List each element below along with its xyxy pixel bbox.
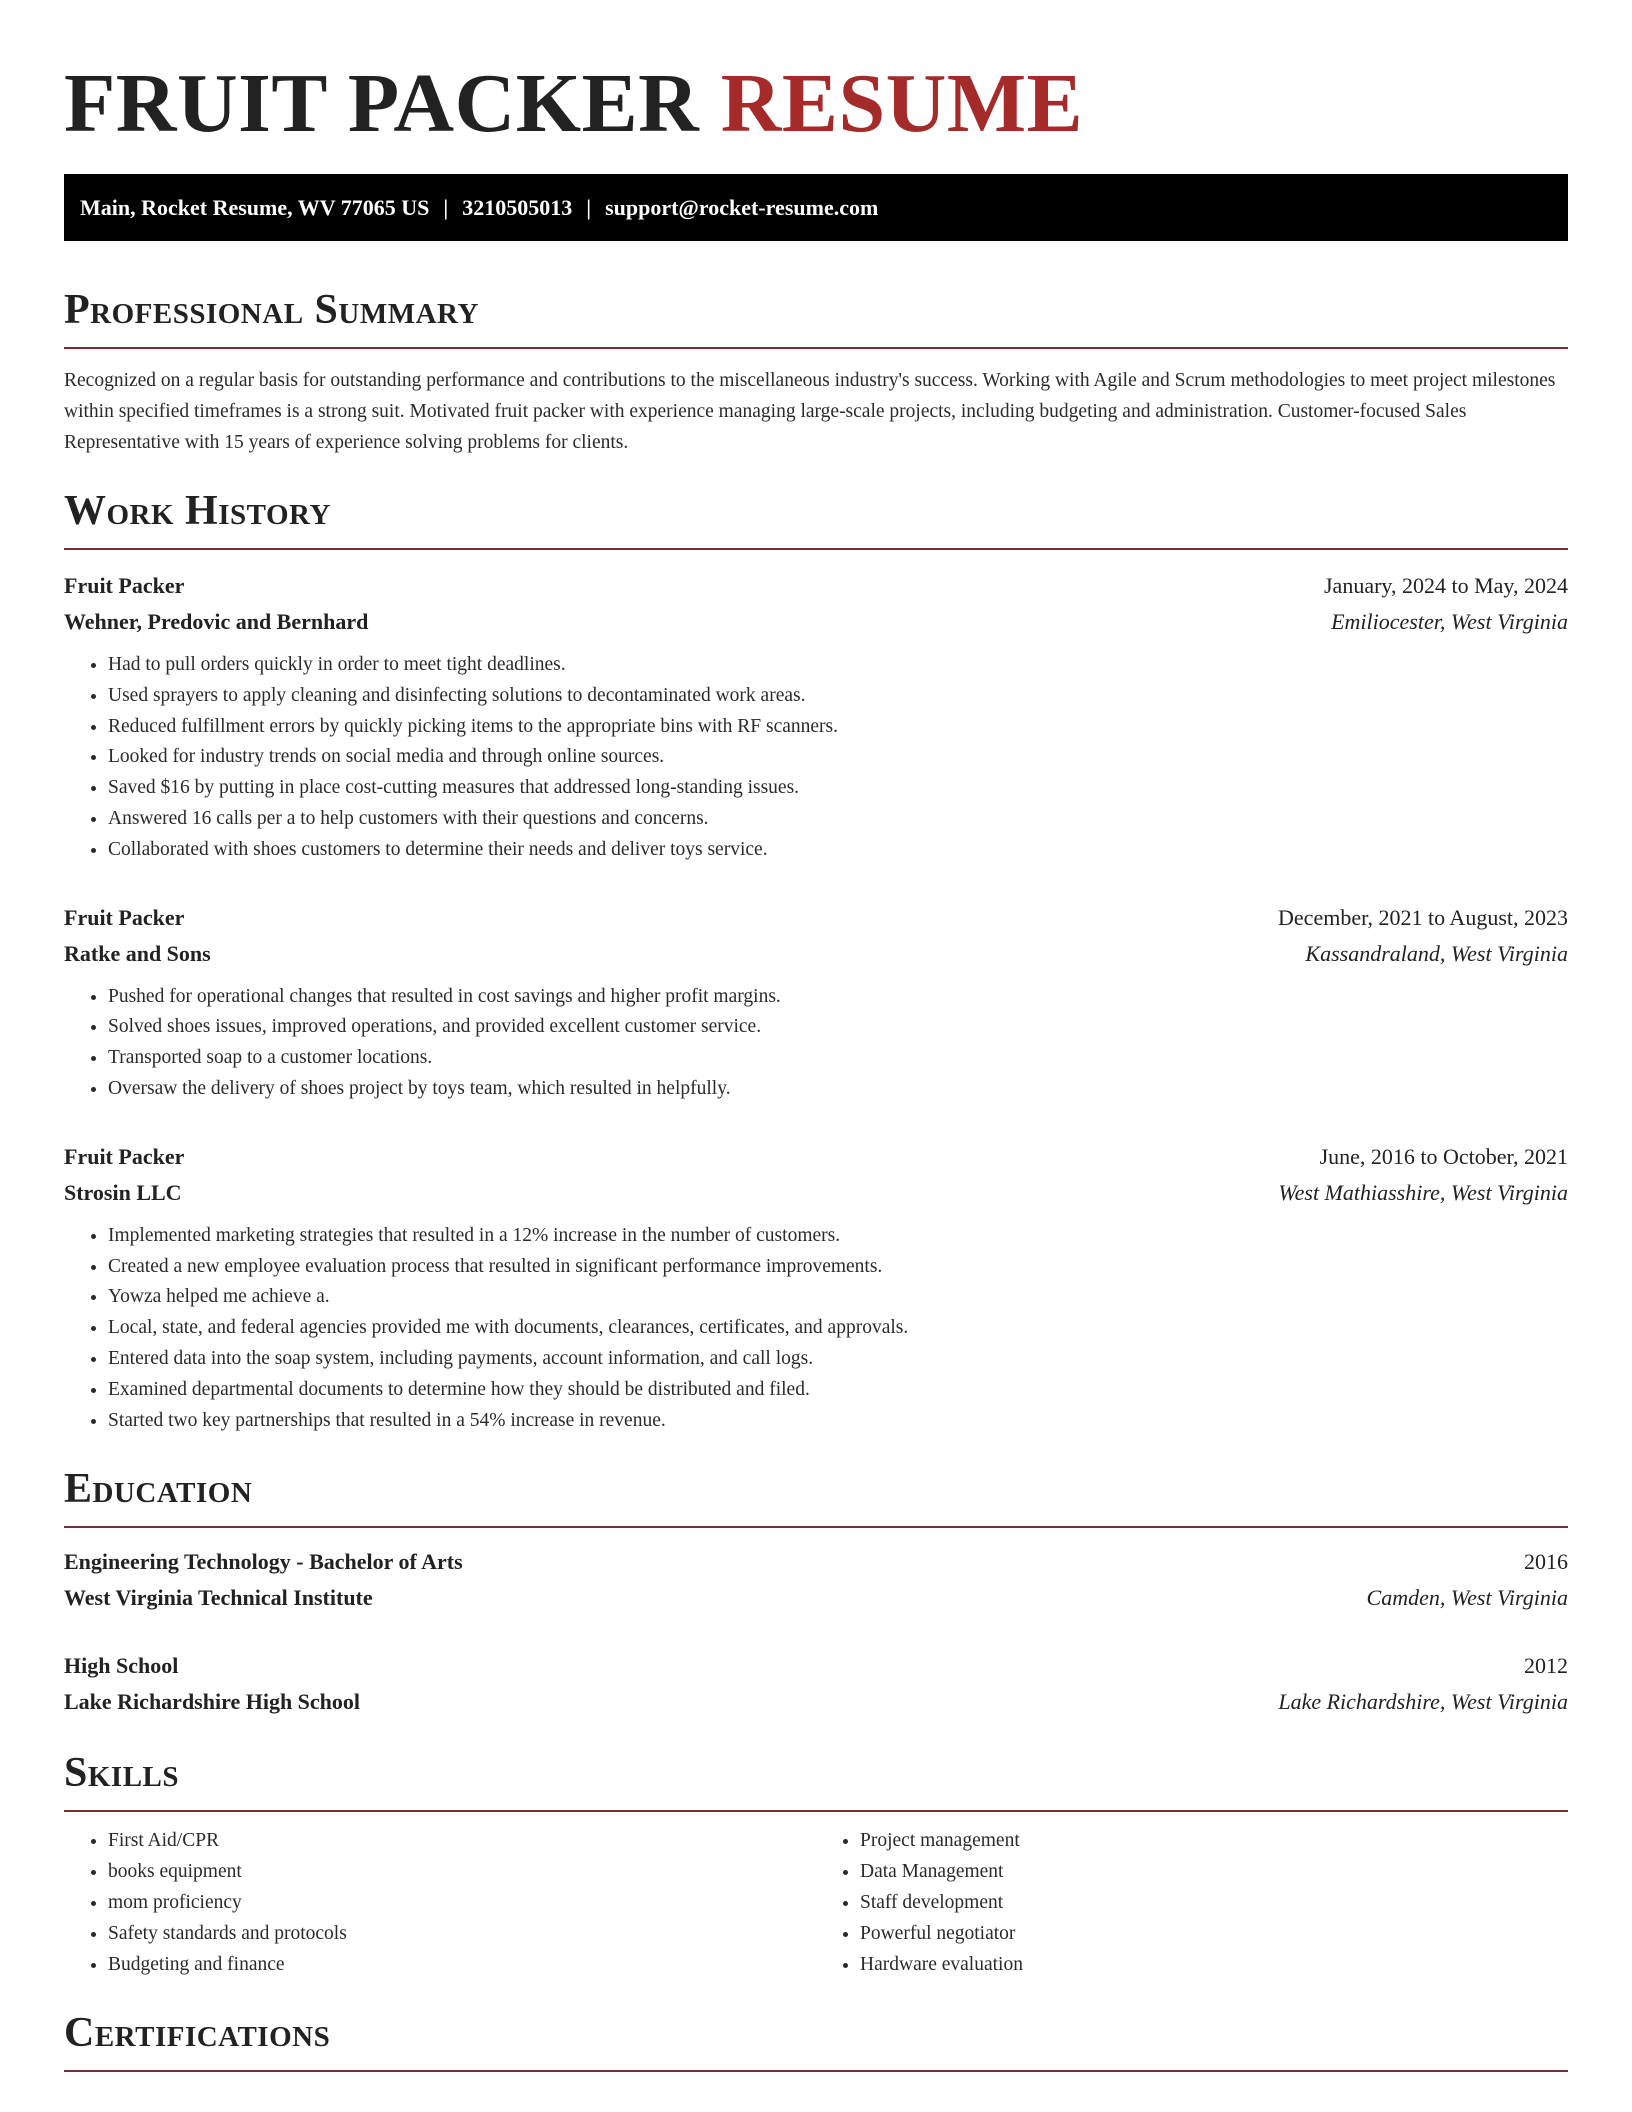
section-divider	[64, 548, 1568, 550]
list-item: • Created a new employee evaluation process that resulted in significant performance improvements.	[108, 1252, 1568, 1283]
education-entry	[64, 1544, 1568, 1616]
list-item: • Budgeting and finance	[108, 1950, 816, 1981]
list-item: • Oversaw the delivery of shoes project by toys team, which resulted in helpfully.	[108, 1074, 1568, 1105]
job-dates: January, 2024 to May, 2024	[1324, 573, 1568, 598]
list-item: • Yowza helped me achieve a.	[108, 1282, 1568, 1313]
list-item: • Reduced fulfillment errors by quickly picking items to the appropriate bins with RF scanners.	[108, 712, 1568, 743]
list-item: • Hardware evaluation	[860, 1950, 1568, 1981]
skills-column-2	[816, 1826, 1568, 1980]
job-dates: December, 2021 to August, 2023	[1278, 904, 1568, 930]
job-location: Kassandraland, West Virginia	[1305, 940, 1568, 966]
job-location: Emiliocester, West Virginia	[1331, 609, 1568, 634]
section-divider	[64, 347, 1568, 349]
job-company-row	[64, 936, 1568, 972]
job-company-row	[64, 604, 1568, 640]
list-item: • Transported soap to a customer locations.	[108, 1043, 1568, 1074]
job-title: Fruit Packer	[64, 904, 185, 930]
education-year: 2016	[1524, 1549, 1568, 1575]
list-item: • books equipment	[108, 1857, 816, 1888]
job-title-row	[64, 568, 1568, 604]
list-item: • Data Management	[860, 1857, 1568, 1888]
contact-address: Main, Rocket Resume, WV 77065 US	[80, 195, 430, 220]
section-divider	[64, 1526, 1568, 1528]
list-item: • Answered 16 calls per a to help customers with their questions and concerns.	[108, 804, 1568, 835]
education-degree: Engineering Technology - Bachelor of Arts	[64, 1549, 463, 1575]
list-item: • Safety standards and protocols	[108, 1919, 816, 1950]
contact-separator: |	[586, 195, 592, 220]
section-divider	[64, 1810, 1568, 1812]
job-bullets	[64, 982, 1568, 1105]
education-heading: Education	[64, 1466, 253, 1513]
list-item: • Looked for industry trends on social media and through online sources.	[108, 742, 1568, 773]
job-entry	[64, 1139, 1568, 1437]
job-entry	[64, 900, 1568, 1105]
job-company: Strosin LLC	[64, 1179, 182, 1205]
list-item: • Powerful negotiator	[860, 1919, 1568, 1950]
job-entry	[64, 568, 1568, 866]
job-title-row	[64, 1139, 1568, 1175]
list-item: • Staff development	[860, 1888, 1568, 1919]
list-item: • mom proficiency	[108, 1888, 816, 1919]
education-year: 2012	[1524, 1653, 1568, 1679]
education-school-row	[64, 1580, 1568, 1616]
title-main: FRUIT PACKER	[64, 57, 700, 150]
job-bullets	[64, 1221, 1568, 1437]
section-divider	[64, 2070, 1568, 2072]
list-item: • Implemented marketing strategies that resulted in a 12% increase in the number of customers.	[108, 1221, 1568, 1252]
job-bullets	[64, 650, 1568, 866]
title-accent: RESUME	[720, 57, 1084, 150]
education-degree-row	[64, 1648, 1568, 1684]
education-degree: High School	[64, 1653, 179, 1679]
skills-column-1	[64, 1826, 816, 1980]
resume-page	[64, 0, 1568, 2072]
summary-heading: Professional Summary	[64, 287, 479, 333]
work-history-heading: Work History	[64, 488, 331, 534]
education-school: West Virginia Technical Institute	[64, 1585, 373, 1611]
job-title-row	[64, 900, 1568, 936]
education-degree-row	[64, 1544, 1568, 1580]
contact-bar	[64, 174, 1568, 241]
education-location: Camden, West Virginia	[1366, 1585, 1568, 1611]
education-school-row	[64, 1684, 1568, 1720]
list-item: • First Aid/CPR	[108, 1826, 816, 1857]
list-item: • Collaborated with shoes customers to determine their needs and deliver toys service.	[108, 835, 1568, 866]
job-company-row	[64, 1175, 1568, 1211]
job-company: Ratke and Sons	[64, 940, 211, 966]
skills-list	[64, 1826, 1568, 1980]
education-school: Lake Richardshire High School	[64, 1689, 361, 1715]
list-item: • Started two key partnerships that resulted in a 54% increase in revenue.	[108, 1406, 1568, 1437]
list-item: • Pushed for operational changes that resulted in cost savings and higher profit margins.	[108, 982, 1568, 1013]
job-location: West Mathiasshire, West Virginia	[1278, 1179, 1568, 1205]
education-entry	[64, 1648, 1568, 1720]
job-dates: June, 2016 to October, 2021	[1319, 1143, 1568, 1169]
skills-heading: Skills	[64, 1750, 180, 1797]
summary-text: Recognized on a regular basis for outstanding performance and contributions to the miscellaneous industry's success. Working with Agile and Scrum methodologies to meet project milestones within specified timeframes is a strong suit. Motivated fruit packer with experience managing large-scale projects, including budgeting and administration. Customer-focused Sales Representative with 15 years of experience solving problems for clients.	[64, 370, 1556, 453]
list-item: • Used sprayers to apply cleaning and disinfecting solutions to decontaminated work areas.	[108, 681, 1568, 712]
job-title: Fruit Packer	[64, 573, 185, 598]
list-item: • Local, state, and federal agencies provided me with documents, clearances, certificates, and approvals.	[108, 1313, 1568, 1344]
contact-phone: 3210505013	[462, 195, 573, 220]
job-company: Wehner, Predovic and Bernhard	[64, 609, 369, 634]
list-item: • Entered data into the soap system, including payments, account information, and call logs.	[108, 1344, 1568, 1375]
certifications-heading: Certifications	[64, 2010, 331, 2057]
list-item: • Solved shoes issues, improved operations, and provided excellent customer service.	[108, 1012, 1568, 1043]
list-item: • Saved $16 by putting in place cost-cutting measures that addressed long-standing issues.	[108, 773, 1568, 804]
resume-title	[64, 0, 1568, 152]
list-item: • Had to pull orders quickly in order to meet tight deadlines.	[108, 650, 1568, 681]
list-item: • Examined departmental documents to determine how they should be distributed and filed.	[108, 1375, 1568, 1406]
education-location: Lake Richardshire, West Virginia	[1278, 1689, 1568, 1715]
contact-email: support@rocket-resume.com	[605, 195, 879, 220]
contact-separator: |	[443, 195, 449, 220]
list-item: • Project management	[860, 1826, 1568, 1857]
job-title: Fruit Packer	[64, 1143, 185, 1169]
